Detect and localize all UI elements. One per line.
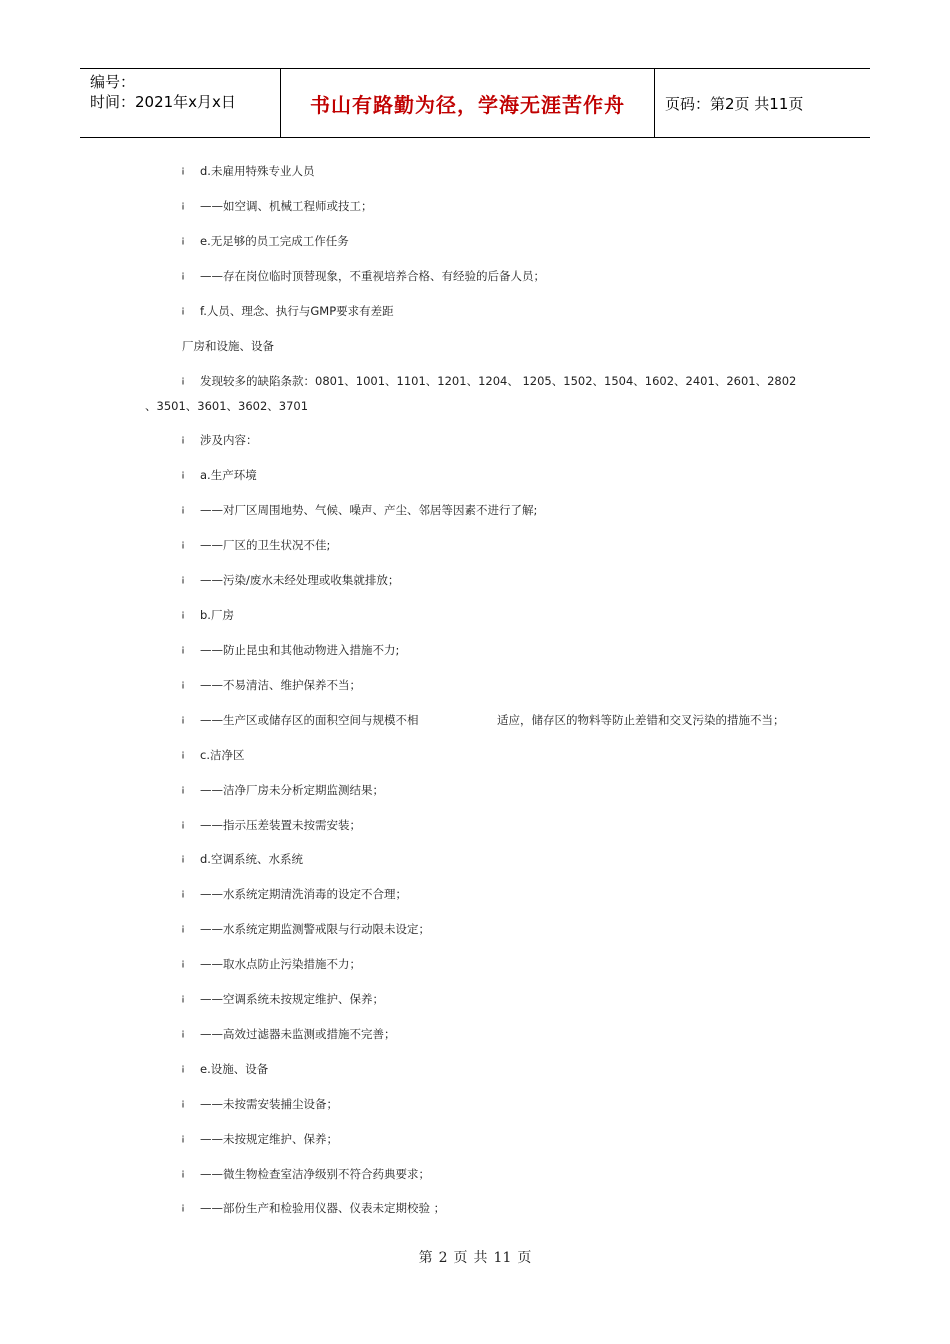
bullet-marker: ¡ <box>181 375 186 386</box>
line-text: a.生产环境 <box>200 468 257 482</box>
bullet-marker: ¡ <box>181 434 186 445</box>
line-text: 涉及内容： <box>200 433 258 447</box>
footer-word-ye: 页 <box>453 1250 468 1266</box>
document-number-label: 编号： <box>90 73 136 91</box>
line-text: e.设施、设备 <box>200 1062 269 1076</box>
bullet-marker: ¡ <box>181 1168 186 1179</box>
bullet-marker: ¡ <box>181 305 186 316</box>
line-text: ——防止昆虫和其他动物进入措施不力; <box>200 643 400 657</box>
line-text: ——污染/废水未经处理或收集就排放； <box>200 573 400 587</box>
bullet-marker: ¡ <box>181 1133 186 1144</box>
line-text-continued: 适应，储存区的物料等防止差错和交叉污染的措施不当； <box>497 713 785 727</box>
bullet-marker: ¡ <box>181 574 186 585</box>
header-page-cell <box>655 69 870 137</box>
bullet-marker: ¡ <box>181 504 186 515</box>
bullet-marker: ¡ <box>181 609 186 620</box>
line-text: 发现较多的缺陷条款：0801、1001、1101、1201、1204、 1205、1502、1504、1602、2401、2601、2802 <box>200 374 797 388</box>
line-text: ——高效过滤器未监测或措施不完善； <box>200 1027 396 1041</box>
line-text: ——空调系统未按规定维护、保养； <box>200 992 384 1006</box>
line-text: ——未按规定维护、保养； <box>200 1132 338 1146</box>
document-date-label: 时间：2021年x月x日 <box>90 93 236 111</box>
line-text: e.无足够的员工完成工作任务 <box>200 234 349 248</box>
bullet-marker: ¡ <box>181 993 186 1004</box>
line-text: ——指示压差装置未按需安装； <box>200 818 361 832</box>
line-text: ——微生物检查室洁净级别不符合药典要求； <box>200 1167 430 1181</box>
bullet-marker: ¡ <box>181 644 186 655</box>
bullet-marker: ¡ <box>181 1028 186 1039</box>
bullet-marker: ¡ <box>181 923 186 934</box>
line-text: ——如空调、机械工程师或技工； <box>200 199 373 213</box>
bullet-marker: ¡ <box>181 1063 186 1074</box>
line-text: d.未雇用特殊专业人员 <box>200 164 315 178</box>
header-motto-cell <box>281 69 655 137</box>
bullet-marker: ¡ <box>181 200 186 211</box>
line-text: d.空调系统、水系统 <box>200 852 303 866</box>
bullet-marker: ¡ <box>181 539 186 550</box>
header-motto: 书山有路勤为径，学海无涯苦作舟 <box>310 93 625 117</box>
bullet-marker: ¡ <box>181 165 186 176</box>
page-header <box>80 68 870 138</box>
line-text: ——洁净厂房未分析定期监测结果； <box>200 783 384 797</box>
line-text: ——厂区的卫生状况不佳; <box>200 538 331 552</box>
line-text: 厂房和设施、设备 <box>182 339 274 353</box>
line-text: ——水系统定期监测警戒限与行动限未设定； <box>200 922 430 936</box>
line-text: ——对厂区周围地势、气候、噪声、产尘、邻居等因素不进行了解; <box>200 503 538 517</box>
line-text: 、3501、3601、3602、3701 <box>145 399 309 413</box>
bullet-marker: ¡ <box>181 235 186 246</box>
bullet-marker: ¡ <box>181 1098 186 1109</box>
bullet-marker: ¡ <box>181 679 186 690</box>
header-page-code: 页码：第2页 共11页 <box>665 95 804 113</box>
bullet-marker: ¡ <box>181 853 186 864</box>
bullet-marker: ¡ <box>181 784 186 795</box>
bullet-marker: ¡ <box>181 469 186 480</box>
bullet-marker: ¡ <box>181 270 186 281</box>
line-text: ——存在岗位临时顶替现象，不重视培养合格、有经验的后备人员； <box>200 269 545 283</box>
bullet-marker: ¡ <box>181 1202 186 1213</box>
line-text: ——未按需安装捕尘设备； <box>200 1097 338 1111</box>
footer-total-pages: 11 <box>493 1250 512 1266</box>
footer-word-gong: 共 <box>473 1250 488 1266</box>
line-text: ——取水点防止污染措施不力； <box>200 957 361 971</box>
bullet-marker: ¡ <box>181 819 186 830</box>
line-text: ——部份生产和检验用仪器、仪表未定期校验 ； <box>200 1201 446 1215</box>
footer-word-ye2: 页 <box>517 1250 532 1266</box>
line-text: f.人员、理念、执行与GMP要求有差距 <box>200 304 394 318</box>
footer-word-di: 第 <box>418 1250 433 1266</box>
line-text: b.厂房 <box>200 608 234 622</box>
bullet-marker: ¡ <box>181 958 186 969</box>
bullet-marker: ¡ <box>181 749 186 760</box>
header-info-cell <box>80 69 281 137</box>
bullet-marker: ¡ <box>181 714 186 725</box>
bullet-marker: ¡ <box>181 888 186 899</box>
footer-page-number: 2 <box>438 1250 448 1266</box>
line-text: ——生产区或储存区的面积空间与规模不相 <box>200 713 419 727</box>
line-text: c.洁净区 <box>200 748 245 762</box>
page-footer <box>0 1247 950 1267</box>
line-text: ——水系统定期清洗消毒的设定不合理； <box>200 887 407 901</box>
line-text: ——不易清洁、维护保养不当； <box>200 678 361 692</box>
